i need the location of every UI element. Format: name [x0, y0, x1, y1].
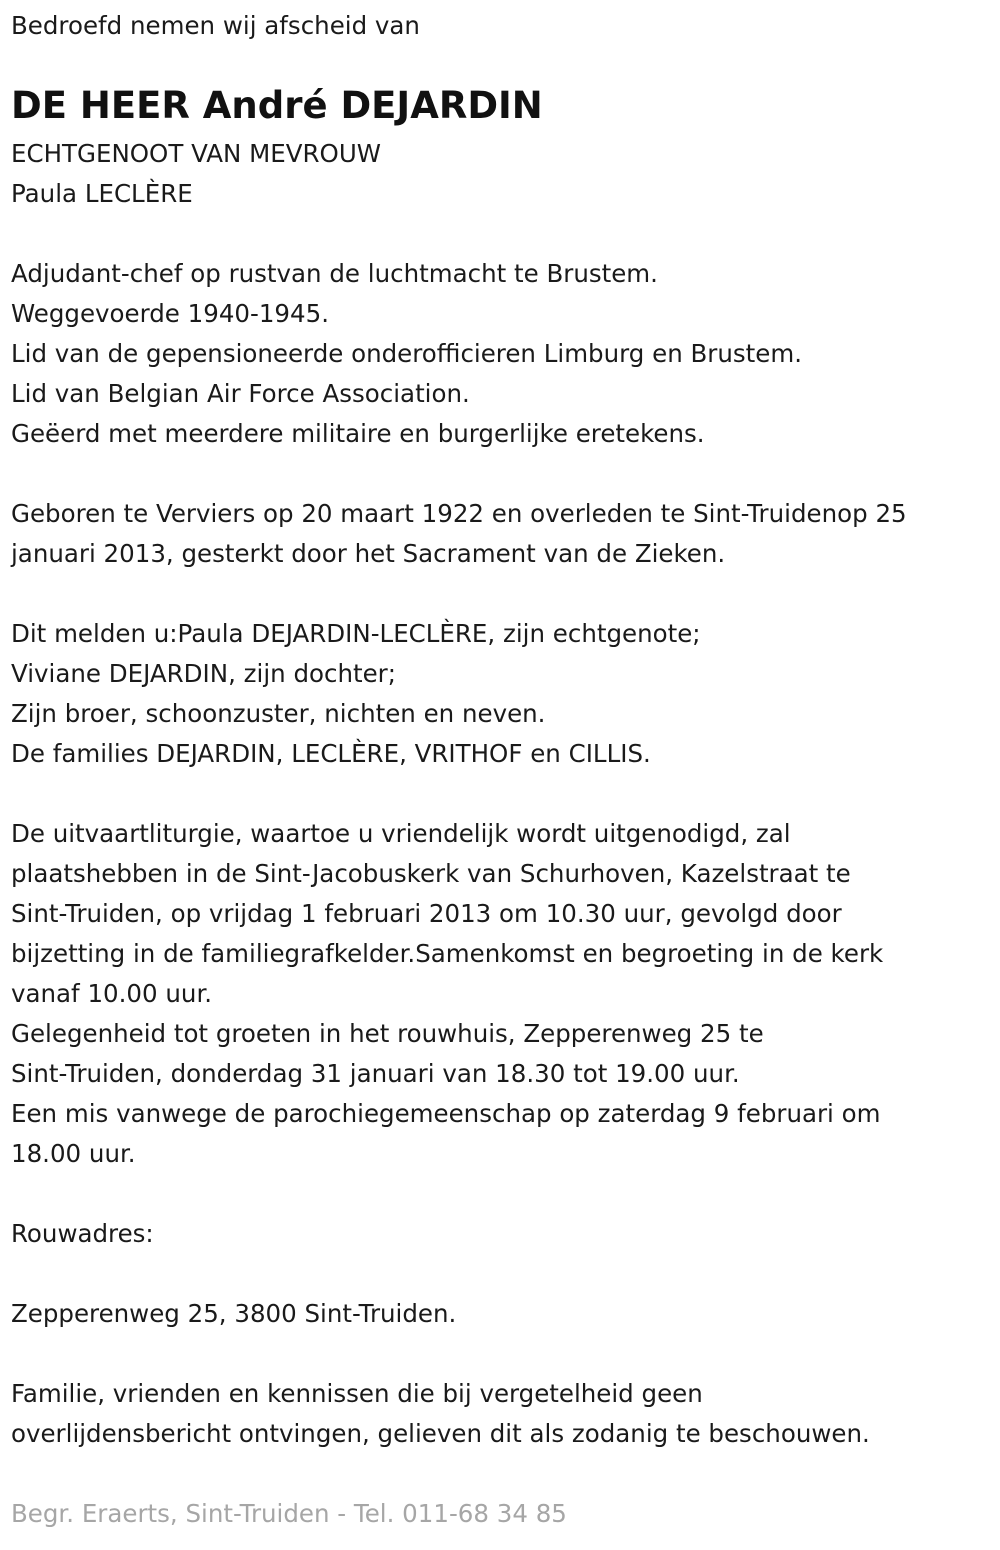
announcer-line: Dit melden u:Paula DEJARDIN-LECLÈRE, zijn echtgenote; [11, 619, 701, 648]
career-line: Geëerd met meerdere militaire en burgerlijke eretekens. [11, 419, 705, 448]
funeral-line: Gelegenheid tot groeten in het rouwhuis, Zepperenweg 25 te [11, 1019, 764, 1048]
mourning-address-block [11, 1294, 456, 1334]
career-block [11, 254, 802, 454]
spouse-line: ECHTGENOOT VAN MEVROUW [11, 139, 382, 168]
career-line: Lid van Belgian Air Force Association. [11, 379, 470, 408]
spouse-line: Paula LECLÈRE [11, 179, 193, 208]
funeral-line: Sint-Truiden, donderdag 31 januari van 18.30 tot 19.00 uur. [11, 1059, 740, 1088]
announcer-line: Zijn broer, schoonzuster, nichten en neven. [11, 699, 546, 728]
funeral-block [11, 814, 883, 1174]
birth-death-line: Geboren te Verviers op 20 maart 1922 en overleden te Sint-Truidenop 25 [11, 499, 907, 528]
announcer-line: Viviane DEJARDIN, zijn dochter; [11, 659, 396, 688]
funeral-line: 18.00 uur. [11, 1139, 136, 1168]
funeral-line: De uitvaartliturgie, waartoe u vriendelijk wordt uitgenodigd, zal [11, 819, 791, 848]
intro-text: Bedroefd nemen wij afscheid van [11, 11, 420, 40]
mourning-address: Zepperenweg 25, 3800 Sint-Truiden. [11, 1299, 457, 1328]
closing-line: Familie, vrienden en kennissen die bij vergetelheid geen [11, 1379, 703, 1408]
career-line: Weggevoerde 1940-1945. [11, 299, 329, 328]
funeral-line: bijzetting in de familiegrafkelder.Samenkomst en begroeting in de kerk [11, 939, 884, 968]
announcers-block [11, 614, 701, 774]
mourning-address-label-block [11, 1214, 154, 1254]
closing-block [11, 1374, 870, 1454]
birth-death-line: januari 2013, gesterkt door het Sacrament van de Zieken. [11, 539, 726, 568]
spouse-block [11, 134, 381, 214]
funeral-line: plaatshebben in de Sint-Jacobuskerk van Schurhoven, Kazelstraat te [11, 859, 851, 888]
career-line: Adjudant-chef op rustvan de luchtmacht te Brustem. [11, 259, 658, 288]
birth-death-block [11, 494, 907, 574]
career-line: Lid van de gepensioneerde onderofficieren Limburg en Brustem. [11, 339, 803, 368]
funeral-home-info: Begr. Eraerts, Sint-Truiden - Tel. 011-68 34 85 [11, 1499, 567, 1528]
mourning-address-label: Rouwadres: [11, 1219, 154, 1248]
funeral-line: Een mis vanwege de parochiegemeenschap op zaterdag 9 februari om [11, 1099, 881, 1128]
funeral-line: Sint-Truiden, op vrijdag 1 februari 2013 om 10.30 uur, gevolgd door [11, 899, 842, 928]
closing-line: overlijdensbericht ontvingen, gelieven dit als zodanig te beschouwen. [11, 1419, 870, 1448]
announcer-line: De families DEJARDIN, LECLÈRE, VRITHOF en CILLIS. [11, 739, 651, 768]
deceased-name: DE HEER André DEJARDIN [11, 84, 543, 127]
funeral-line: vanaf 10.00 uur. [11, 979, 213, 1008]
